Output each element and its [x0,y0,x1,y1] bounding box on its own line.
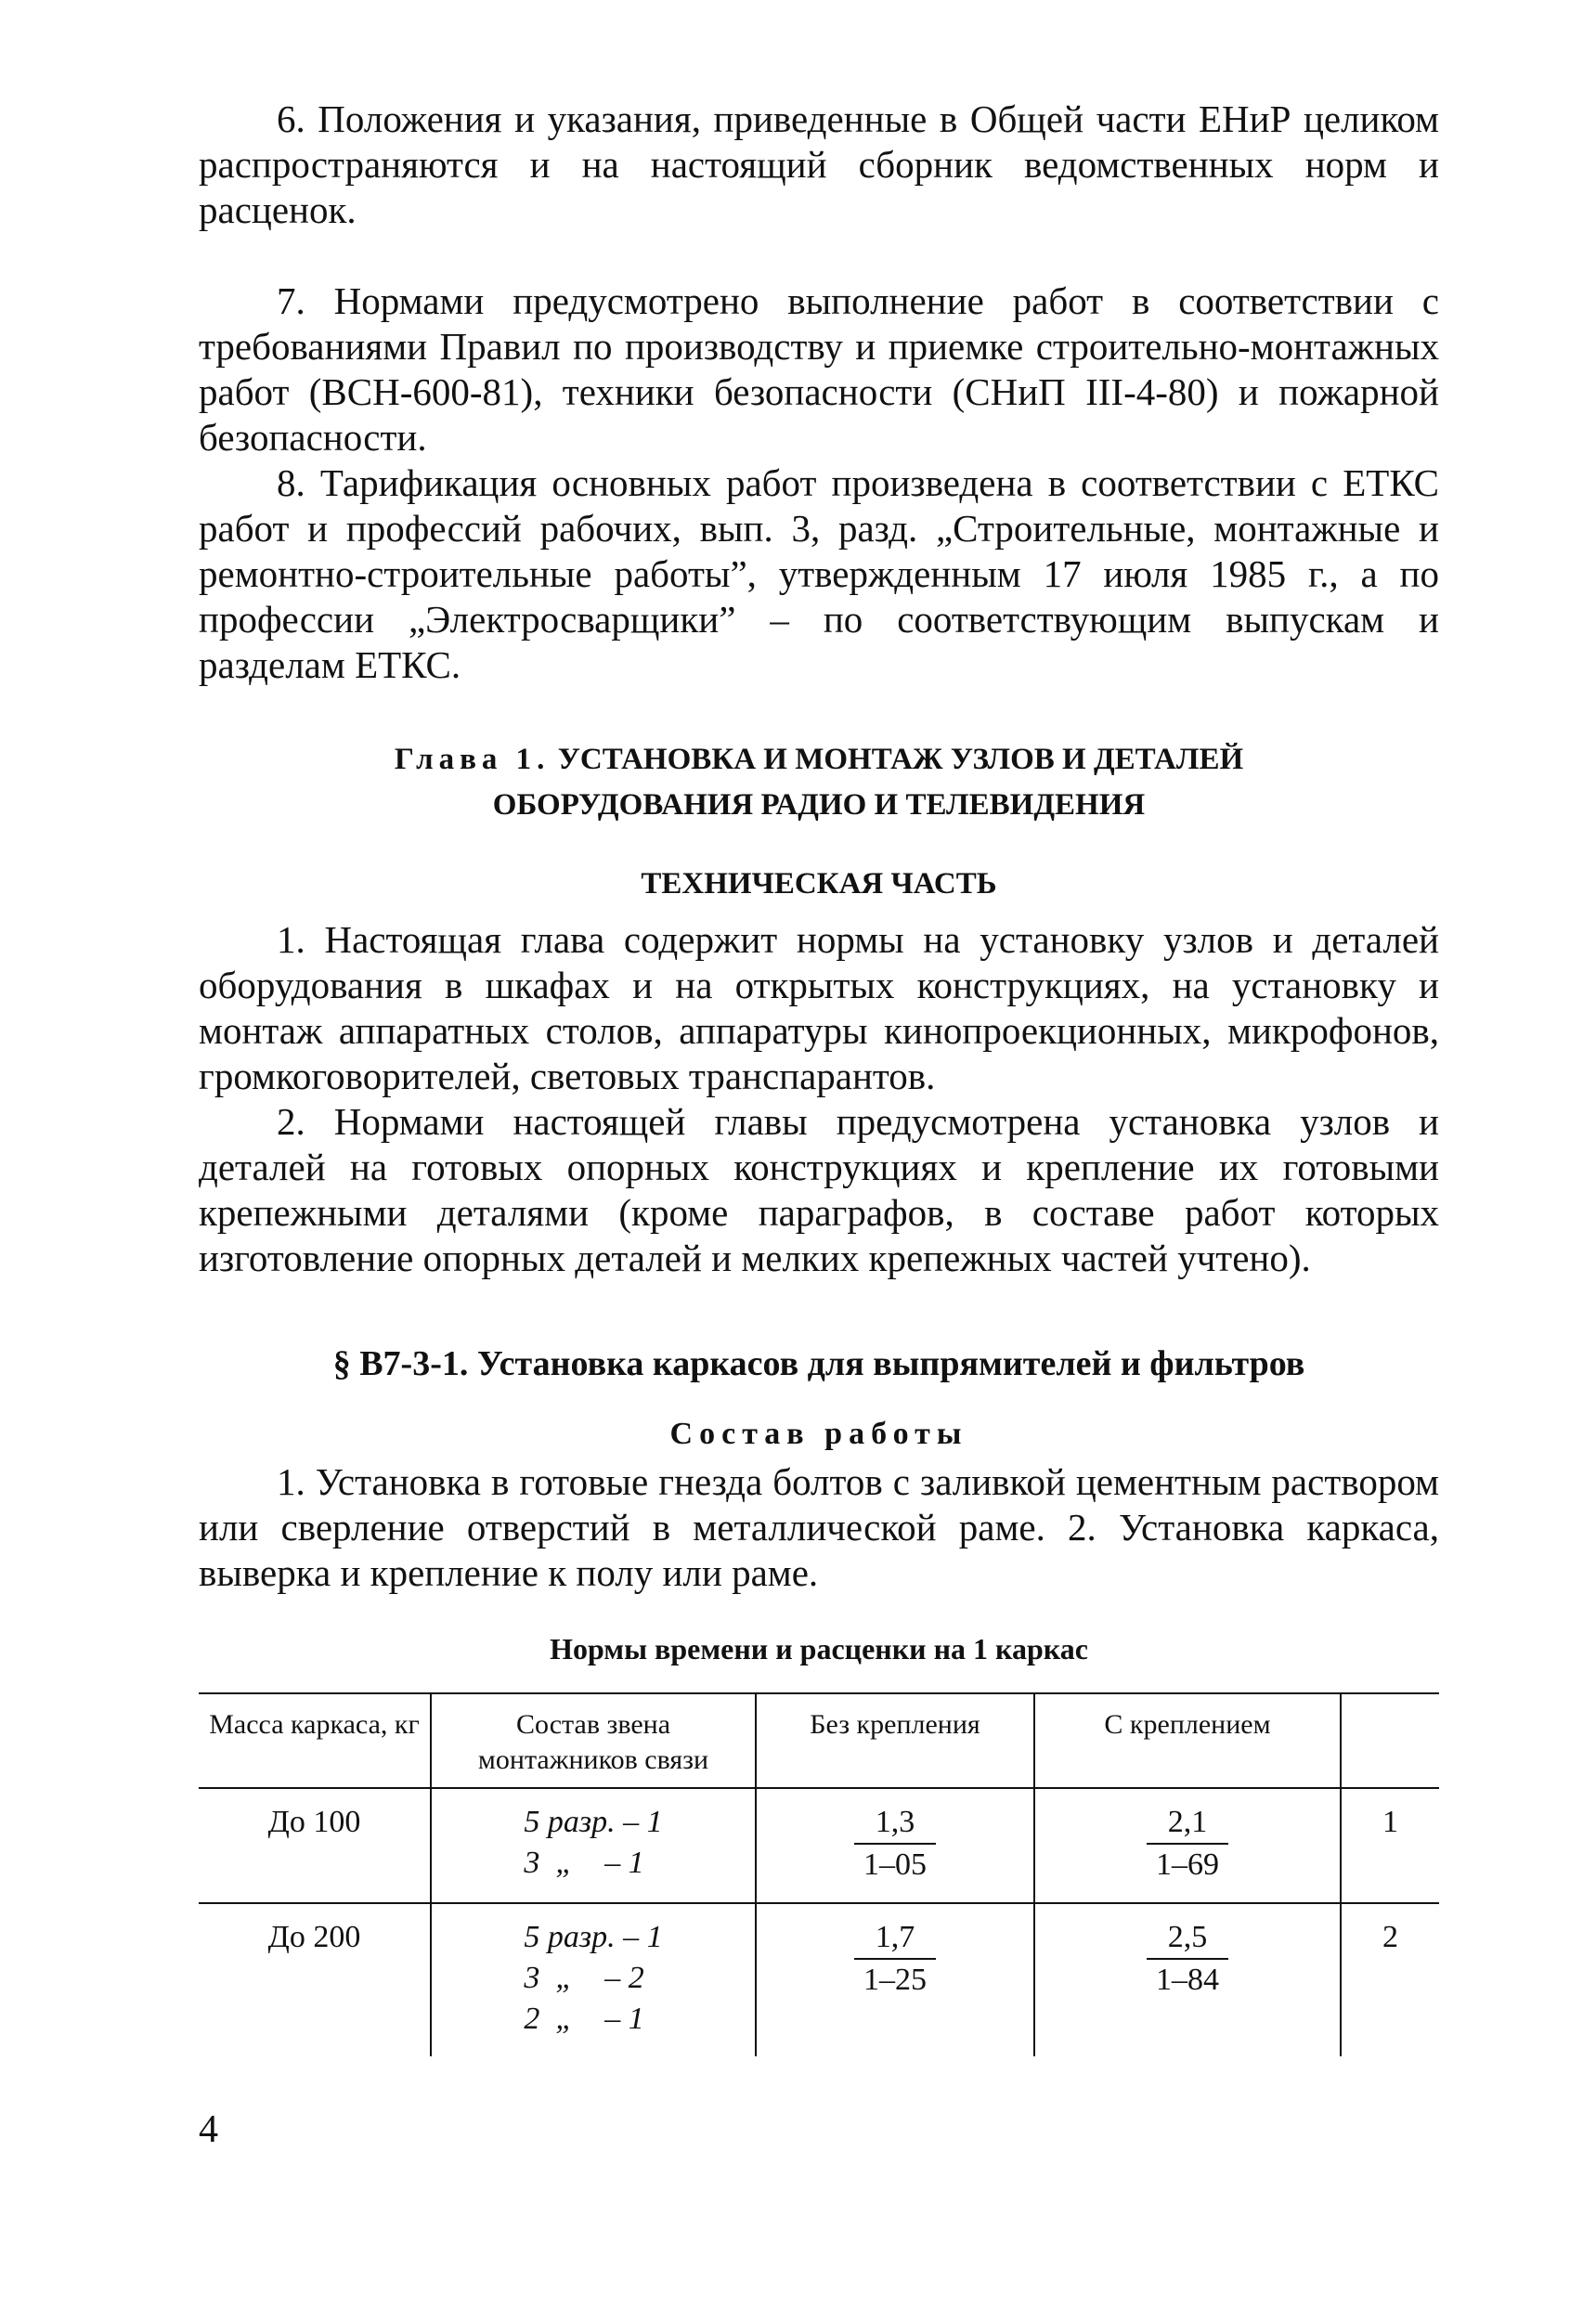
table-row [199,1903,1439,2056]
cell-row-number: 1 [1341,1788,1439,1903]
cell-row-number: 2 [1341,1903,1439,2056]
crew-line: 3 „ – 2 [524,1961,644,1995]
technical-paragraph-2: 2. Нормами настоящей главы предусмотрена установка узлов и деталей на готовых опорных конструкциях и крепление их готовыми крепежными деталями (кроме параграфов, в составе работ которых изготовление опорных деталей и мелких крепежных частей учтено). [199,1100,1439,1279]
rate: 1–69 [1147,1843,1228,1886]
work-composition-heading: Состав работы [669,1417,968,1451]
page-number: 4 [199,2108,218,2151]
table-caption: Нормы времени и расценки на 1 каркас [550,1632,1088,1665]
table-row [199,1788,1439,1903]
cell-mass: До 100 [199,1788,431,1903]
header-without-fastening: Без крепления [756,1693,1034,1788]
norm-time: 1,3 [875,1805,915,1839]
cell-with-fastening [1034,1788,1341,1903]
table-header-row [199,1693,1439,1788]
crew-line: 5 разр. – 1 [524,1805,663,1839]
header-crew: Состав звена монтажников связи [431,1693,756,1788]
norm-time: 2,5 [1167,1920,1208,1954]
cell-crew [431,1903,756,2056]
paragraph-7: 7. Нормами предусмотрено выполнение работ в соответствии с требованиями Правил по производству и приемке строительно-монтажных работ (ВСН-600-81), техники безопасности (СНиП III-4-80) и пожарной безопасности. [199,279,1439,459]
crew-line: 5 разр. – 1 [524,1920,663,1954]
cell-mass: До 200 [267,1920,361,1954]
rate: 1–84 [1147,1958,1228,2001]
cell-without-fastening [756,1788,1034,1903]
crew-line: 3 „ – 1 [524,1846,644,1880]
paragraph-6: 6. Положения и указания, приведенные в Общей части ЕНиР целиком распространяются и на настоящий сборник ведомственных норм и расценок. [199,97,1439,231]
technical-part-heading: ТЕХНИЧЕСКАЯ ЧАСТЬ [641,867,997,901]
norm-time: 2,1 [1167,1805,1208,1839]
header-with-fastening: С креплением [1034,1693,1341,1788]
cell-without-fastening [756,1903,1034,2056]
header-mass: Масса каркаса, кг [199,1693,431,1788]
rate: 1–25 [854,1958,936,2001]
section-title: § В7-3-1. Установка каркасов для выпрямителей и фильтров [332,1344,1305,1383]
technical-paragraph-1: 1. Настоящая глава содержит нормы на установку узлов и деталей оборудования в шкафах и на открытых конструкциях, на установку и монтаж аппаратных столов, аппаратуры кинопроекционных, микрофонов, громкоговорителей, световых транспарантов. [199,918,1439,1097]
rate: 1–05 [854,1843,936,1886]
work-composition-text: 1. Установка в готовые гнезда болтов с заливкой цементным раствором или сверление отверстий в металлической раме. 2. Установка каркаса, выверка и крепление к полу или раме. [199,1460,1439,1594]
chapter-number: Глава 1. [394,743,551,776]
crew-line: 2 „ – 1 [524,2002,644,2036]
header-row-number [1341,1693,1439,1788]
paragraph-8: 8. Тарификация основных работ произведена в соответствии с ЕТКС работ и профессий рабочих, вып. 3, разд. „Строительные, монтажные и ремонтно-строительные работы”, утвержденным 17 июля 1985 г., а по профессии „Электросварщики” – по соответствующим выпускам и разделам ЕТКС. [199,461,1439,686]
cell-with-fastening [1034,1903,1341,2056]
chapter-title-line-2: ОБОРУДОВАНИЯ РАДИО И ТЕЛЕВИДЕНИЯ [492,788,1146,822]
norms-table [199,1692,1439,2056]
chapter-title-line-1 [199,737,1439,782]
norm-time: 1,7 [875,1920,915,1954]
chapter-title: УСТАНОВКА И МОНТАЖ УЗЛОВ И ДЕТАЛЕЙ [550,743,1244,776]
cell-crew [431,1788,756,1903]
